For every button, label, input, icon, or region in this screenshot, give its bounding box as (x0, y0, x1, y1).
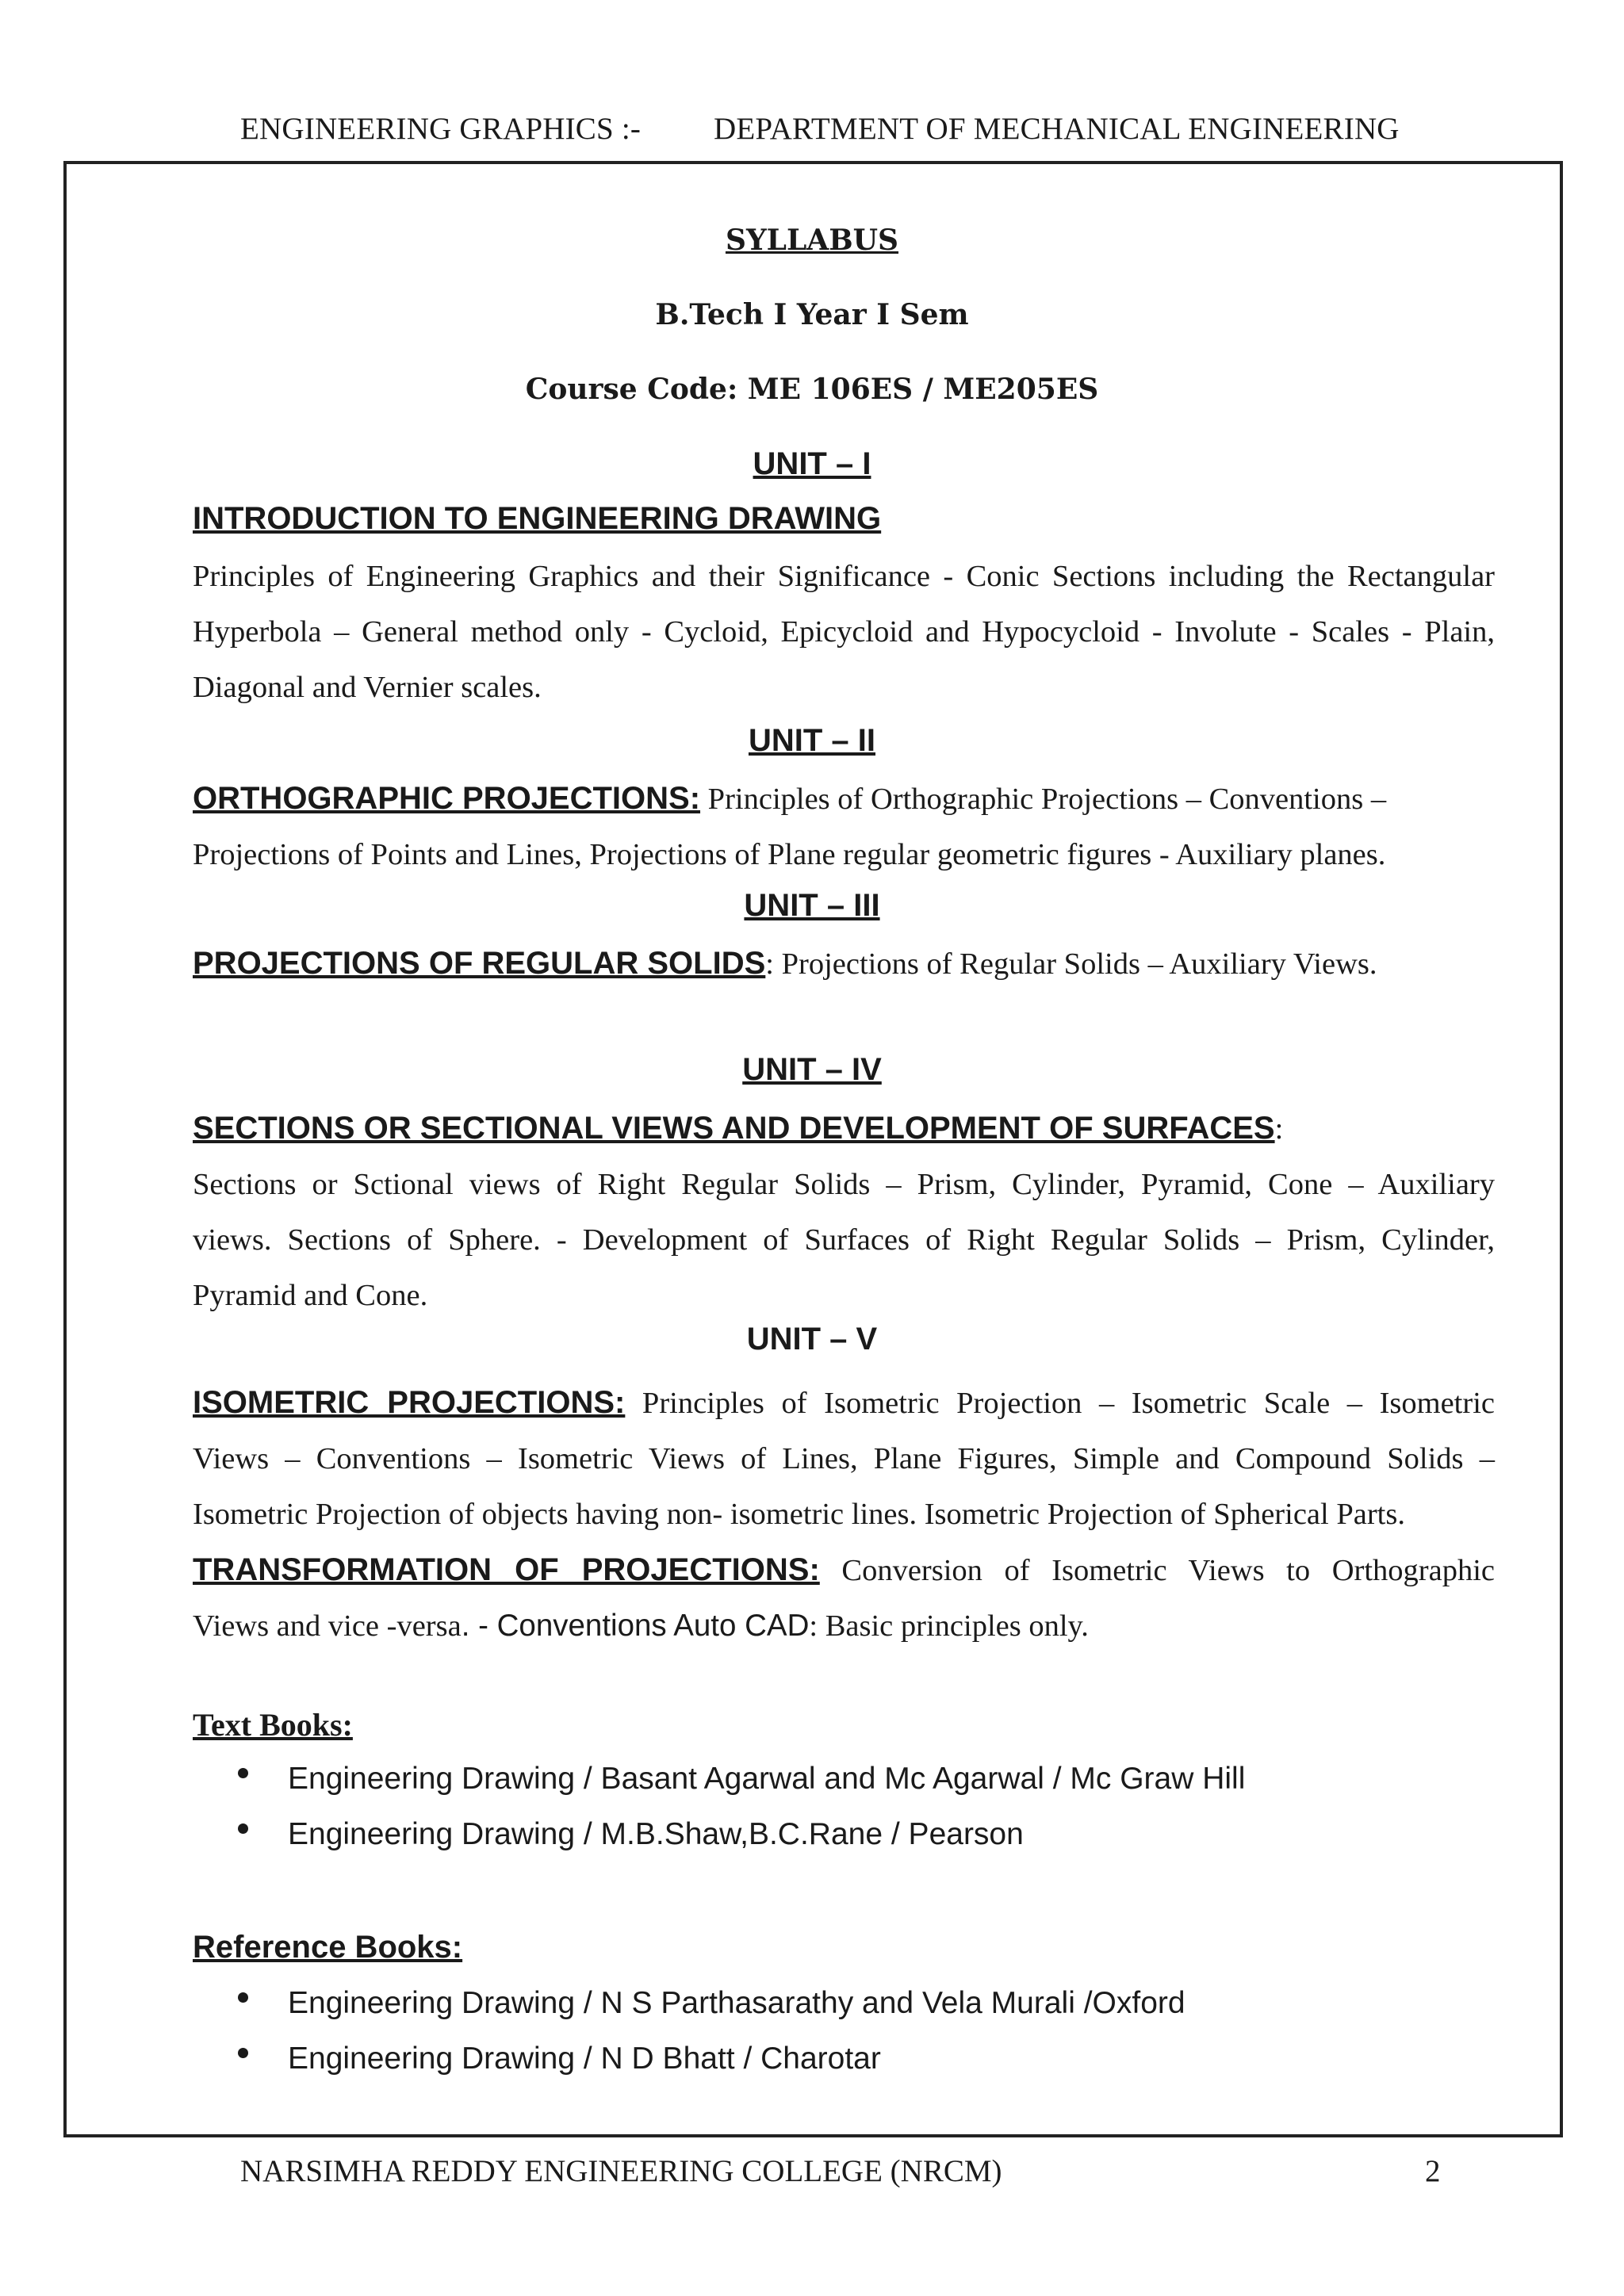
unit-5-line: Views – Conventions – Isometric Views of Lines, Plane Figures, Simple and Compound Solids – (193, 1442, 1495, 1475)
unit-2-line: Principles of Orthographic Projections – Conventions – (700, 783, 1387, 816)
reference-books-title: Reference Books: (193, 1930, 463, 1965)
unit-5-line: : Basic principles only. (809, 1609, 1089, 1643)
bullet-icon (238, 1823, 248, 1834)
header-department: DEPARTMENT OF MECHANICAL ENGINEERING (714, 112, 1400, 146)
unit-5-line: Isometric Projection of objects having non- isometric lines. Isometric Projection of Spherical Parts. (193, 1498, 1405, 1531)
unit-4-label: UNIT – IV (742, 1052, 882, 1087)
unit-5-label: UNIT – V (746, 1322, 878, 1357)
unit-5-autocad: . - Conventions Auto CAD (461, 1609, 810, 1643)
unit-5-line: Views and vice -versa (193, 1609, 462, 1643)
unit-4-heading: SECTIONS OR SECTIONAL VIEWS AND DEVELOPMENT OF SURFACES (193, 1111, 1275, 1146)
unit-2-heading: ORTHOGRAPHIC PROJECTIONS: (193, 781, 701, 816)
unit-2-first-line (193, 771, 1495, 827)
unit-2-body (193, 771, 1495, 882)
header-subject: ENGINEERING GRAPHICS :- (240, 112, 642, 146)
footer-college: NARSIMHA REDDY ENGINEERING COLLEGE (NRCM) (240, 2154, 1002, 2188)
text-book-label: Engineering Drawing / Basant Agarwal and Mc Agarwal / Mc Graw Hill (288, 1762, 1246, 1796)
unit-2-line: Projections of Points and Lines, Projections of Plane regular geometric figures - Auxiliary planes. (193, 838, 1386, 871)
unit-5-heading: ISOMETRIC PROJECTIONS: (193, 1385, 626, 1420)
course-code: Course Code: ME 106ES / ME205ES (525, 373, 1099, 406)
page-number: 2 (1425, 2154, 1441, 2188)
bullet-icon (238, 1992, 248, 2003)
unit-1-line: Diagonal and Vernier scales. (193, 671, 542, 704)
unit-4-line: : (1274, 1112, 1284, 1146)
unit-4-line: views. Sections of Sphere. - Development of Surfaces of Right Regular Solids – Prism, Cylinder, (193, 1223, 1495, 1257)
text-book-label: Engineering Drawing / M.B.Shaw,B.C.Rane / Pearson (288, 1817, 1024, 1851)
unit-5-body (193, 1375, 1495, 1654)
page-header (0, 111, 1624, 151)
reference-book-label: Engineering Drawing / N S Parthasarathy and Vela Murali /Oxford (288, 1986, 1185, 2020)
unit-3-line: : Projections of Regular Solids – Auxiliary Views. (765, 947, 1377, 981)
unit-3-label: UNIT – III (744, 888, 880, 923)
unit-5-transformation-line (193, 1542, 1495, 1598)
unit-1-line: Principles of Engineering Graphics and their Significance - Conic Sections including the Rectangular (193, 560, 1495, 593)
bullet-icon (238, 1768, 248, 1778)
transformation-heading: TRANSFORMATION OF PROJECTIONS: (193, 1552, 820, 1587)
unit-4-line: Pyramid and Cone. (193, 1279, 428, 1312)
reference-book-label: Engineering Drawing / N D Bhatt / Charotar (288, 2042, 881, 2076)
year-subtitle: B.Tech I Year I Sem (655, 298, 969, 331)
unit-3-heading: PROJECTIONS OF REGULAR SOLIDS (193, 946, 766, 981)
unit-2-label: UNIT – II (748, 723, 876, 758)
unit-1-label: UNIT – I (753, 446, 871, 481)
unit-4-first-line (193, 1100, 1495, 1157)
bullet-icon (238, 2048, 248, 2058)
unit-1-body (193, 549, 1495, 715)
unit-5-line: Principles of Isometric Projection – Isometric Scale – Isometric (625, 1387, 1495, 1420)
unit-3-first-line (193, 936, 1495, 992)
unit-4-body (193, 1100, 1495, 1323)
unit-4-line: Sections or Sctional views of Right Regular Solids – Prism, Cylinder, Pyramid, Cone – Auxiliary (193, 1168, 1495, 1201)
unit-5-line: Conversion of Isometric Views to Orthographic (819, 1554, 1495, 1587)
unit-1-heading: INTRODUCTION TO ENGINEERING DRAWING (193, 501, 882, 536)
syllabus-title: SYLLABUS (725, 224, 899, 257)
unit-5-last-line (193, 1598, 1495, 1654)
unit-1-line: Hyperbola – General method only - Cycloid, Epicycloid and Hypocycloid - Involute - Scales - Plain, (193, 615, 1495, 649)
unit-3-body (193, 936, 1495, 992)
unit-5-first-line (193, 1375, 1495, 1431)
text-books-title: Text Books: (193, 1707, 353, 1743)
